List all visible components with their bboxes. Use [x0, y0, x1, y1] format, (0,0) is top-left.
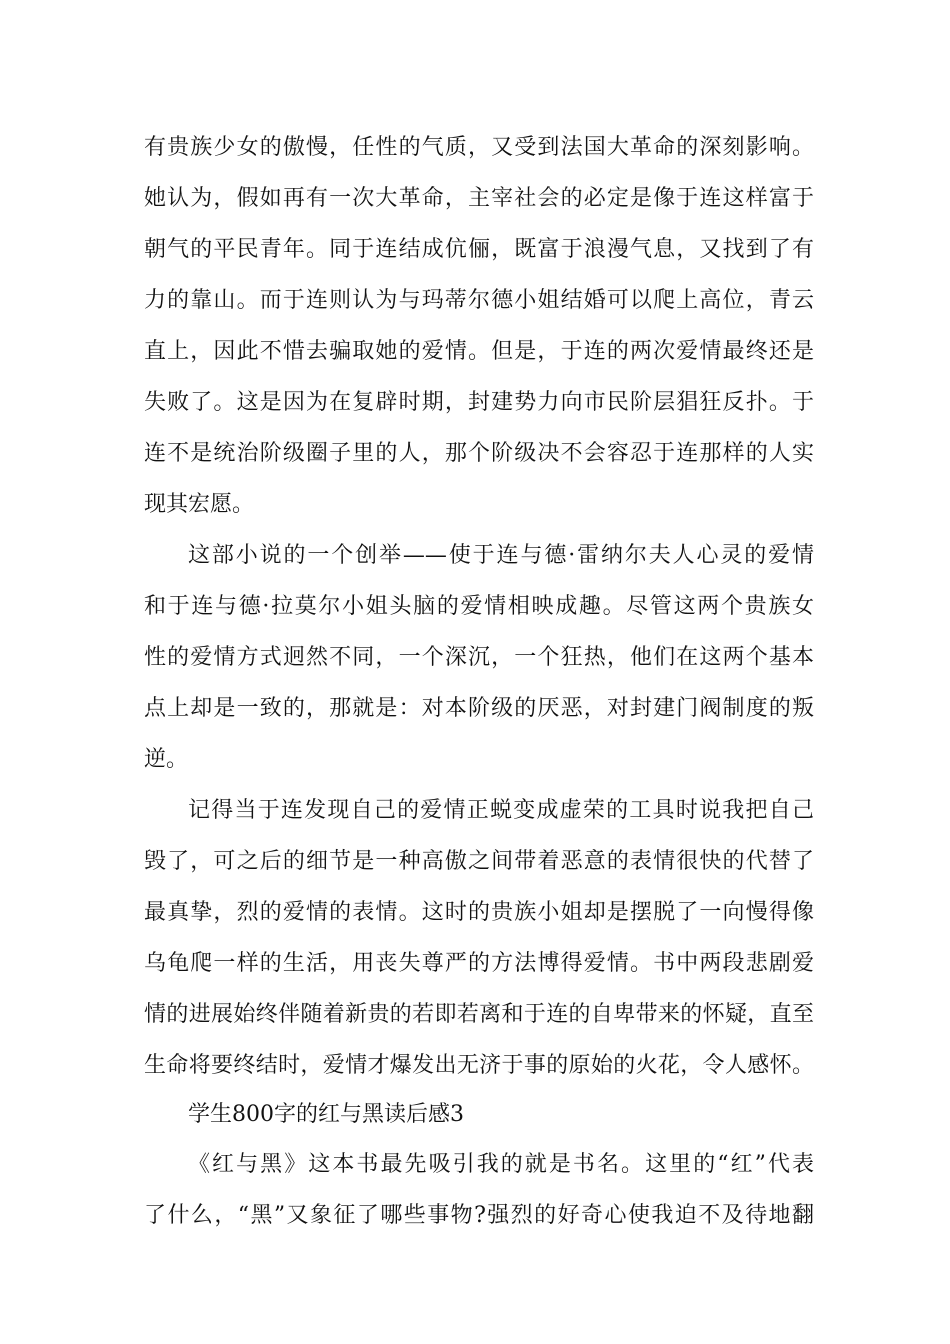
- paragraph-1-line: 连不是统治阶级圈子里的人，那个阶级决不会容忍于连那样的人实: [144, 441, 814, 466]
- paragraph-2-line: 性的爱情方式迥然不同，一个深沉，一个狂热，他们在这两个基本: [144, 645, 814, 670]
- paragraph-3-line: 生命将要终结时，爱情才爆发出无济于事的原始的火花，令人感怀。: [144, 1053, 814, 1078]
- paragraph-1-line: 有贵族少女的傲慢，任性的气质，又受到法国大革命的深刻影响。: [144, 135, 814, 160]
- paragraph-1-line: 力的靠山。而于连则认为与玛蒂尔德小姐结婚可以爬上高位，青云: [144, 288, 814, 313]
- paragraph-4-line: 了什么，“黑”又象征了哪些事物?强烈的好奇心使我迫不及待地翻: [144, 1203, 814, 1228]
- paragraph-3-line: 乌龟爬一样的生活，用丧失尊严的方法博得爱情。书中两段悲剧爱: [144, 951, 814, 976]
- paragraph-1-line: 朝气的平民青年。同于连结成伉俪，既富于浪漫气息，又找到了有: [144, 237, 814, 262]
- paragraph-2-line: 点上却是一致的，那就是：对本阶级的厌恶，对封建门阀制度的叛: [144, 696, 814, 721]
- paragraph-1-line: 失败了。这是因为在复辟时期，封建势力向市民阶层猖狂反扑。于: [144, 390, 814, 415]
- paragraph-2-line: 逆。: [144, 747, 189, 772]
- paragraph-1-line: 直上，因此不惜去骗取她的爱情。但是，于连的两次爱情最终还是: [144, 339, 814, 364]
- paragraph-1-line: 现其宏愿。: [144, 492, 255, 517]
- paragraph-1-line: 她认为，假如再有一次大革命，主宰社会的必定是像于连这样富于: [144, 186, 814, 211]
- paragraph-4-line: 《红与黑》这本书最先吸引我的就是书名。这里的“红”代表: [188, 1152, 814, 1177]
- paragraph-3-line: 记得当于连发现自己的爱情正蜕变成虚荣的工具时说我把自己: [188, 798, 814, 823]
- paragraph-3-line: 情的进展始终伴随着新贵的若即若离和于连的自卑带来的怀疑，直至: [144, 1002, 814, 1027]
- section-heading: 学生800字的红与黑读后感3: [188, 1102, 464, 1127]
- paragraph-2-line: 和于连与德·拉莫尔小姐头脑的爱情相映成趣。尽管这两个贵族女: [144, 594, 814, 619]
- paragraph-2-line: 这部小说的一个创举——使于连与德·雷纳尔夫人心灵的爱情: [188, 543, 814, 568]
- paragraph-3-line: 毁了，可之后的细节是一种高傲之间带着恶意的表情很快的代替了: [144, 849, 814, 874]
- paragraph-3-line: 最真挚，烈的爱情的表情。这时的贵族小姐却是摆脱了一向慢得像: [144, 900, 814, 925]
